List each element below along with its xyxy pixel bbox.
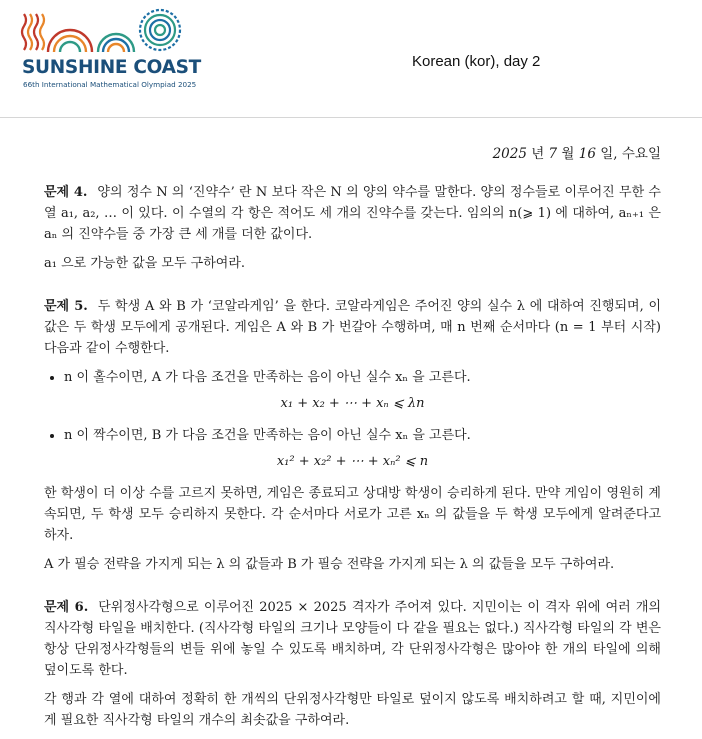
date-year: 2025	[492, 146, 527, 162]
problem-6	[44, 597, 661, 731]
date-month-unit: 월	[557, 146, 579, 162]
problem-5	[44, 296, 661, 575]
exam-date	[44, 142, 661, 162]
date-rest: 일, 수요일	[595, 146, 661, 162]
date-day: 16	[578, 146, 596, 162]
problem-4-statement	[44, 182, 661, 245]
problem-4-task: a₁ 으로 가능한 값을 모두 구하여라.	[44, 256, 246, 271]
day-label: Korean (kor), day 2	[412, 53, 541, 70]
problem-6-statement	[44, 597, 661, 681]
problem-4-body: 양의 정수 N 의 ‘진약수’ 란 N 보다 작은 N 의 양의 약수를 말한다. 양의 정수들로 이루어진 무한 수열 a₁, a₂, … 이 있다. 이 수열의 각 항은 적어도 세 개의 진약수를 갖는다. 임의의 n(⩾ 1) 에 대하여, aₙ₊₁ 은 aₙ 의 진약수들 중 가장 큰 세 개를 더한 값이다.	[44, 185, 661, 242]
problem-5-after: 한 학생이 더 이상 수를 고르지 못하면, 게임은 종료되고 상대방 학생이 승리하게 된다. 만약 게임이 영원히 계속되면, 두 학생 모두 승리하지 못한다. 각 순서마다 서로가 고른 xₙ 의 값들을 두 학생 모두에게 알려준다고 하자.	[44, 486, 661, 543]
problem-5-rules	[44, 367, 661, 388]
date-year-unit: 년	[526, 146, 549, 162]
problem-5-statement	[44, 296, 661, 359]
date-month: 7	[548, 146, 558, 162]
problem-6-body: 단위정사각형으로 이루어진 2025 × 2025 격자가 주어져 있다. 지민이는 이 격자 위에 여러 개의 직사각형 타일을 배치한다. (직사각형 타일의 크기나 모양들이 다 같을 필요는 없다.) 직사각형 타일의 각 변은 항상 단위정사각형들의 변들 위에 놓일 수 있도록 배치하며, 각 단위정사각형은 많아야 한 개의 타일에 의해 덮이도록 한다.	[44, 600, 661, 678]
formula-sum: x₁ + x₂ + ⋯ + xₙ ⩽ λn	[280, 396, 425, 411]
page-header	[0, 0, 702, 118]
brand-subtitle: 66th International Mathematical Olympiad 2025	[23, 80, 197, 89]
brand-title: SUNSHINE COAST	[22, 57, 201, 78]
rule-even-turn: • n 이 짝수이면, B 가 다음 조건을 만족하는 음이 아닌 실수 xₙ 을 고른다.	[64, 425, 661, 446]
problem-5-heading: 문제 5.	[44, 299, 88, 314]
problem-4-heading: 문제 4.	[44, 185, 88, 200]
problem-5-rules-2	[44, 425, 661, 446]
problem-6-task: 각 행과 각 열에 대하여 정확히 한 개씩의 단위정사각형만 타일로 덮이지 않도록 배치하려고 할 때, 지민이에게 필요한 직사각형 타일의 개수의 최솟값을 구하여라.	[44, 692, 661, 728]
problem-5-body: 두 학생 A 와 B 가 ‘코알라게임’ 을 한다. 코알라게임은 주어진 양의 실수 λ 에 대하여 진행되며, 이 값은 두 학생 모두에게 공개된다. 게임은 A 와 B 가 번갈아 수행하며, 매 n 번째 순서마다 (n = 1 부터 시작) 다음과 같이 수행한다.	[44, 299, 661, 356]
problem-4	[44, 182, 661, 274]
problem-6-heading: 문제 6.	[44, 600, 89, 615]
problem-5-task: A 가 필승 전략을 가지게 되는 λ 의 값들과 B 가 필승 전략을 가지게 되는 λ 의 값들을 모두 구하여라.	[44, 557, 615, 572]
formula-squares: x₁² + x₂² + ⋯ + xₙ² ⩽ n	[276, 454, 429, 469]
rule-odd-turn: • n 이 홀수이면, A 가 다음 조건을 만족하는 음이 아닌 실수 xₙ 을 고른다.	[64, 367, 661, 388]
header-divider	[0, 117, 702, 118]
paper-content	[44, 142, 661, 739]
